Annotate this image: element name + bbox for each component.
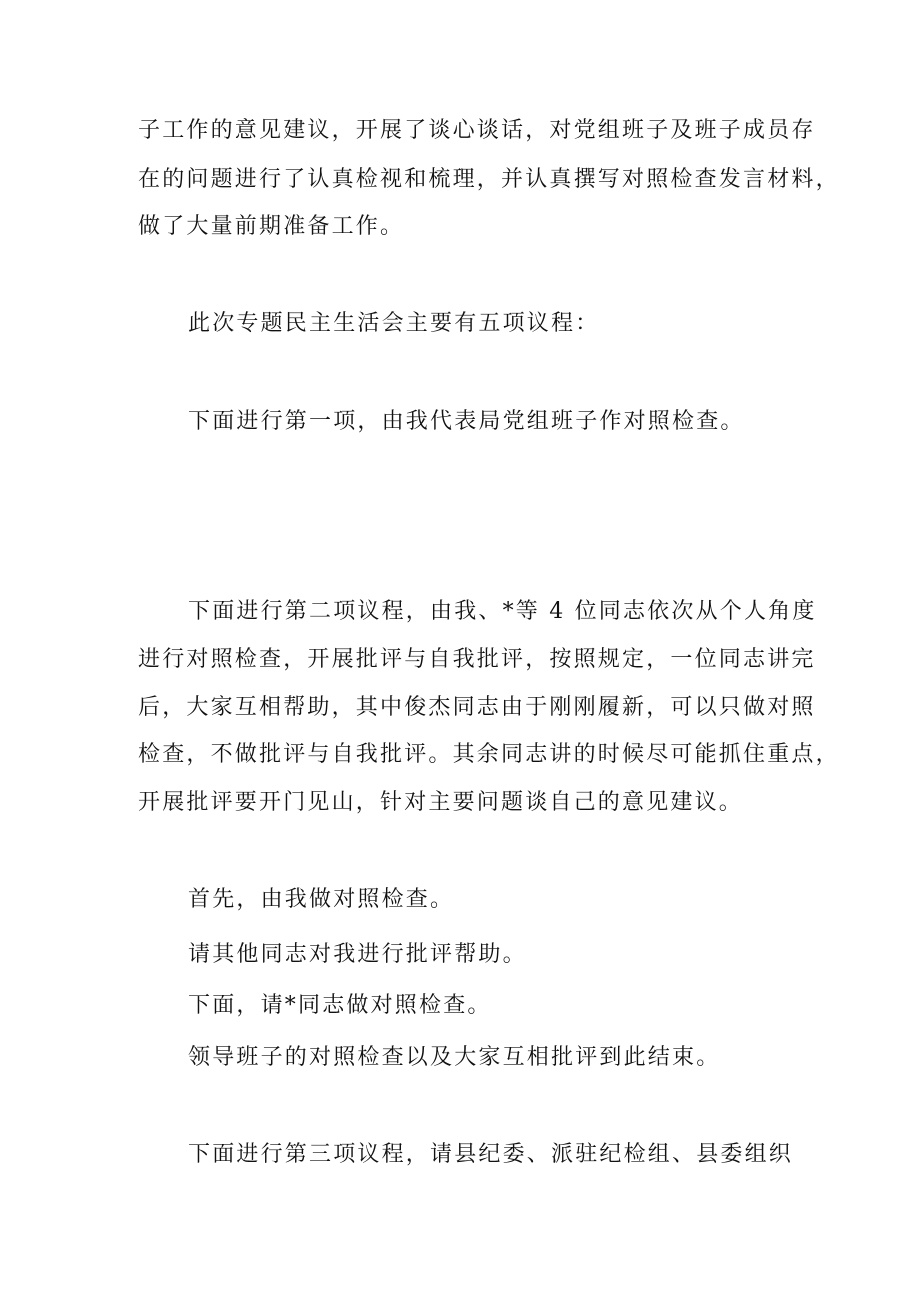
agenda-item-3-line-1: 下面进行第三项议程，请县纪委、派驻纪检组、县委组织 [188, 1142, 794, 1167]
step-3: 下面，请*同志做对照检查。 [188, 993, 492, 1018]
paragraph-1-line-1: 子工作的意见建议，开展了谈心谈话，对党组班子及班子成员存 [138, 118, 816, 143]
step-4: 领导班子的对照检查以及大家互相批评到此结束。 [188, 1045, 721, 1070]
agenda-item-2-line-4: 检查，不做批评与自我批评。其余同志讲的时候尽可能抓住重点， [138, 742, 840, 767]
agenda-item-2-line-2: 进行对照检查，开展批评与自我批评，按照规定，一位同志讲完 [138, 647, 816, 672]
agenda-item-2-line-1: 下面进行第二项议程，由我、*等 4 位同志依次从个人角度 [188, 599, 817, 624]
step-1: 首先，由我做对照检查。 [188, 887, 455, 912]
agenda-item-2-line-3: 后，大家互相帮助，其中俊杰同志由于刚刚履新，可以只做对照 [138, 695, 816, 720]
step-2: 请其他同志对我进行批评帮助。 [188, 942, 527, 967]
paragraph-1-line-2: 在的问题进行了认真检视和梳理，并认真撰写对照检查发言材料， [138, 167, 840, 192]
agenda-item-1: 下面进行第一项，由我代表局党组班子作对照检查。 [188, 409, 745, 434]
agenda-item-2-line-5: 开展批评要开门见山，针对主要问题谈自己的意见建议。 [138, 790, 744, 815]
agenda-intro: 此次专题民主生活会主要有五项议程： [188, 311, 600, 336]
paragraph-1-line-3: 做了大量前期准备工作。 [138, 214, 405, 239]
